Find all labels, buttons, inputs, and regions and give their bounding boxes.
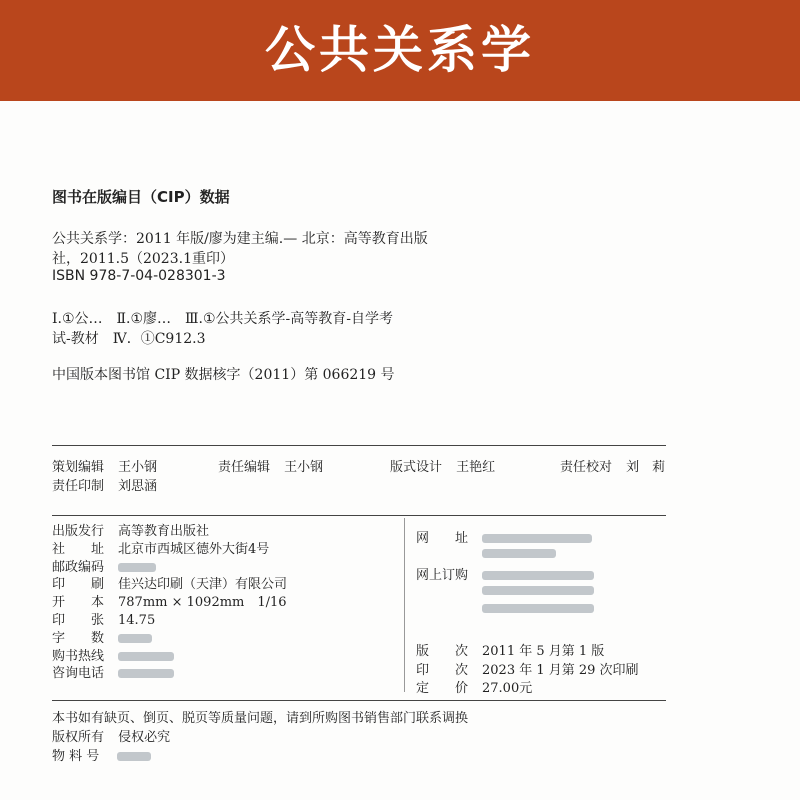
publisher-row bbox=[52, 573, 287, 592]
edition-row bbox=[416, 659, 639, 678]
redacted-url bbox=[482, 604, 594, 613]
staff-entry bbox=[560, 456, 665, 475]
publisher-row bbox=[52, 538, 269, 557]
staff-label: 责任校对 bbox=[560, 460, 613, 475]
cip-heading: 图书在版编目（CIP）数据 bbox=[52, 188, 230, 206]
rights-label: 版权所有 bbox=[52, 730, 105, 745]
edition-value: 2023 年 1 月第 29 次印刷 bbox=[482, 662, 639, 678]
publisher-value: 佳兴达印刷（天津）有限公司 bbox=[118, 577, 288, 593]
staff-name: 王小钢 bbox=[118, 460, 158, 475]
cip-line: 社，2011.5（2023.1重印） bbox=[52, 251, 234, 267]
redacted-value bbox=[118, 652, 174, 661]
material-row bbox=[52, 745, 151, 764]
publisher-label: 印 张 bbox=[52, 613, 105, 628]
staff-entry bbox=[52, 456, 157, 475]
web-row bbox=[416, 546, 556, 561]
staff-entry bbox=[52, 475, 157, 494]
edition-label: 印 次 bbox=[416, 662, 469, 678]
publisher-label: 咨询电话 bbox=[52, 666, 105, 682]
cip-number: 中国版本图书馆 CIP 数据核字（2011）第 066219 号 bbox=[52, 367, 395, 383]
publisher-row bbox=[52, 591, 287, 610]
publisher-row bbox=[52, 556, 156, 575]
web-row bbox=[416, 601, 594, 616]
redacted-url bbox=[482, 571, 594, 580]
material-label: 物 料 号 bbox=[52, 749, 100, 764]
publisher-value: 14.75 bbox=[118, 613, 156, 628]
cip-line: 公共关系学：2011 年版/廖为建主编.— 北京：高等教育出版 bbox=[52, 231, 428, 247]
cip-line: 试-教材 Ⅳ．①C912.3 bbox=[52, 331, 206, 347]
staff-name: 王小钢 bbox=[284, 460, 324, 475]
staff-label: 策划编辑 bbox=[52, 460, 105, 475]
cip-line: ISBN 978-7-04-028301-3 bbox=[52, 268, 226, 284]
redacted-value bbox=[117, 752, 151, 761]
publisher-row bbox=[52, 627, 152, 646]
publisher-label: 出版发行 bbox=[52, 524, 105, 539]
redacted-value bbox=[118, 669, 174, 678]
edition-label: 版 次 bbox=[416, 644, 469, 659]
rights-row bbox=[52, 726, 170, 745]
cip-line: Ⅰ.①公… Ⅱ.①廖… Ⅲ.①公共关系学-高等教育-自学考 bbox=[52, 311, 394, 327]
edition-label: 定 价 bbox=[416, 681, 469, 696]
staff-label: 责任印制 bbox=[52, 479, 105, 494]
web-row bbox=[416, 564, 594, 583]
rights-value: 侵权必究 bbox=[118, 730, 171, 745]
edition-value: 27.00元 bbox=[482, 681, 533, 696]
column-divider bbox=[404, 518, 405, 692]
redacted-value bbox=[118, 634, 152, 643]
publisher-label: 社 址 bbox=[52, 541, 105, 557]
publisher-row bbox=[52, 662, 174, 681]
edition-row bbox=[416, 677, 532, 696]
bleed-through-text bbox=[230, 150, 440, 168]
publisher-label: 印 刷 bbox=[52, 577, 105, 593]
publisher-row bbox=[52, 609, 155, 628]
book-title: 公共关系学 bbox=[265, 21, 535, 79]
staff-entry bbox=[218, 456, 323, 475]
publisher-row bbox=[52, 520, 209, 539]
divider bbox=[52, 515, 666, 516]
redacted-value bbox=[118, 563, 156, 572]
bleed-through-text bbox=[360, 104, 480, 122]
publisher-label: 字 数 bbox=[52, 630, 105, 646]
web-row bbox=[416, 527, 592, 546]
publisher-value: 高等教育出版社 bbox=[118, 524, 210, 539]
staff-name: 刘 莉 bbox=[626, 460, 666, 475]
redacted-url bbox=[482, 549, 556, 558]
publisher-label: 邮政编码 bbox=[52, 559, 105, 575]
publisher-row bbox=[52, 645, 174, 664]
publisher-value: 787mm × 1092mm 1/16 bbox=[118, 595, 287, 611]
publisher-value: 北京市西城区德外大街4号 bbox=[118, 541, 270, 557]
web-label: 网 址 bbox=[416, 531, 469, 546]
staff-label: 版式设计 bbox=[390, 460, 443, 475]
divider bbox=[52, 700, 666, 701]
web-row bbox=[416, 583, 594, 598]
staff-name: 王艳红 bbox=[456, 460, 496, 475]
web-label: 网上订购 bbox=[416, 568, 469, 583]
staff-entry bbox=[390, 456, 495, 475]
edition-row bbox=[416, 640, 604, 659]
staff-label: 责任编辑 bbox=[218, 460, 271, 475]
edition-value: 2011 年 5 月第 1 版 bbox=[482, 644, 605, 659]
staff-name: 刘思涵 bbox=[118, 479, 158, 494]
divider bbox=[52, 445, 666, 446]
publisher-label: 开 本 bbox=[52, 595, 105, 611]
redacted-url bbox=[482, 534, 592, 543]
redacted-url bbox=[482, 586, 594, 595]
quality-notice: 本书如有缺页、倒页、脱页等质量问题，请到所购图书销售部门联系调换 bbox=[52, 711, 469, 726]
publisher-label: 购书热线 bbox=[52, 648, 105, 664]
